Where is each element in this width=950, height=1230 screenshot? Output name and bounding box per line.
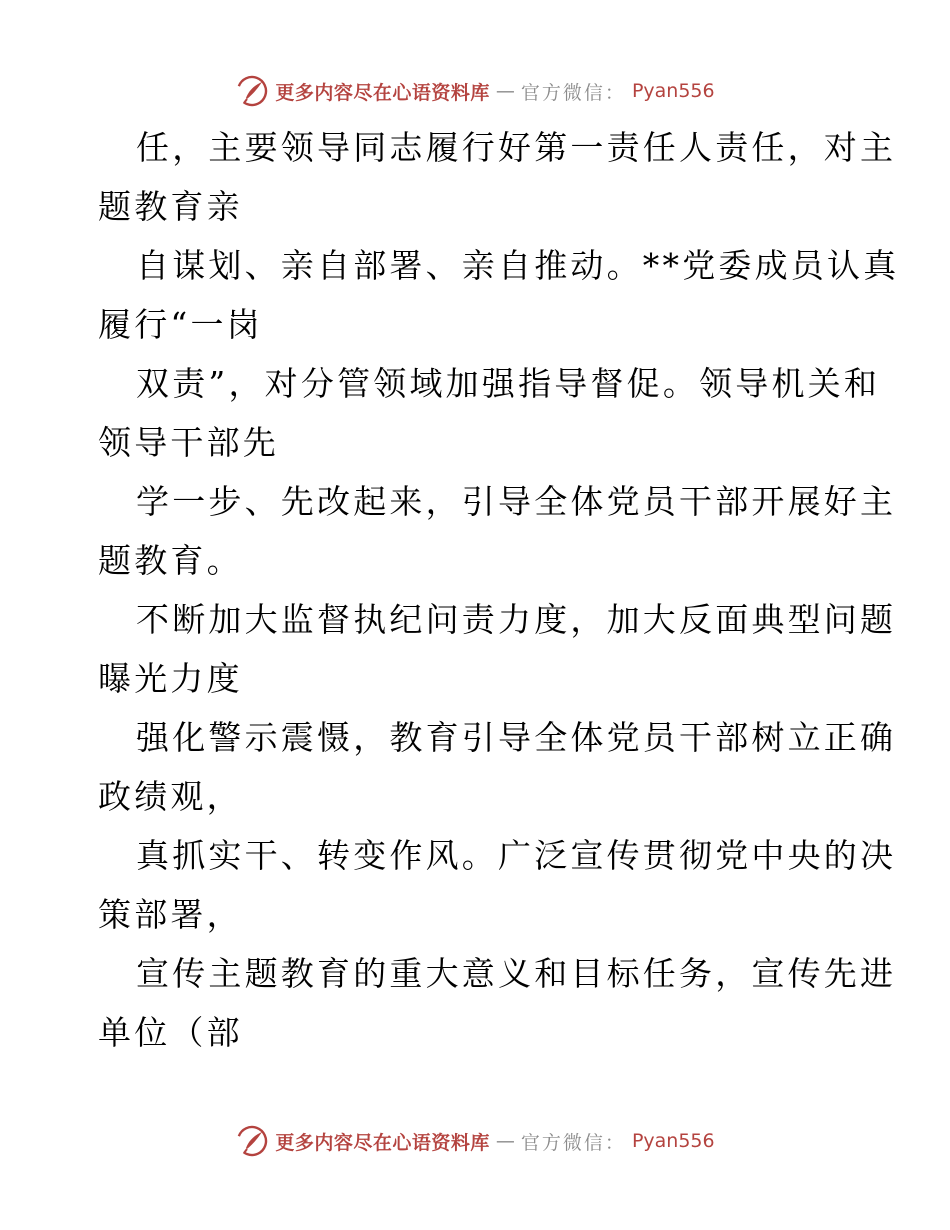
text-line: 曝光力度 — [98, 659, 243, 698]
text-line: 强化警示震慑，教育引导全体党员干部树立正确 — [136, 718, 897, 757]
watermark-wechat-label: 官方微信： — [520, 81, 626, 104]
watermark-separator: — — [495, 80, 515, 102]
text-line: 自谋划、亲自部署、亲自推动。**党委成员认真 — [136, 246, 900, 285]
text-line: 题教育。 — [98, 541, 243, 580]
text-line: 题教育亲 — [98, 187, 243, 226]
document-body — [98, 118, 900, 1062]
header-watermark — [0, 74, 950, 108]
text-line: 单位（部 — [98, 1013, 243, 1052]
watermark-wechat-label: 官方微信： — [520, 1131, 626, 1154]
watermark-text: 更多内容尽在心语资料库 — [275, 81, 490, 104]
text-line: 策部署， — [98, 895, 243, 934]
watermark-separator: — — [495, 1130, 515, 1152]
footer-watermark — [0, 1124, 950, 1158]
watermark-wechat-id: Pyan556 — [631, 1130, 715, 1152]
text-line: 任，主要领导同志履行好第一责任人责任，对主 — [136, 128, 897, 167]
text-line: 宣传主题教育的重大意义和目标任务，宣传先进 — [136, 954, 897, 993]
watermark-text: 更多内容尽在心语资料库 — [275, 1131, 490, 1154]
text-line: 真抓实干、转变作风。广泛宣传贯彻党中央的决 — [136, 836, 897, 875]
text-line: 政绩观， — [98, 777, 243, 816]
text-line: 领导干部先 — [98, 423, 279, 462]
text-line: 履行“一岗 — [98, 305, 263, 344]
quill-logo-icon — [235, 1124, 269, 1158]
text-line: 学一步、先改起来，引导全体党员干部开展好主 — [136, 482, 897, 521]
text-line: 不断加大监督执纪问责力度，加大反面典型问题 — [136, 600, 897, 639]
text-line: 双责”，对分管领域加强指导督促。领导机关和 — [136, 364, 881, 403]
quill-logo-icon — [235, 74, 269, 108]
watermark-wechat-id: Pyan556 — [631, 80, 715, 102]
